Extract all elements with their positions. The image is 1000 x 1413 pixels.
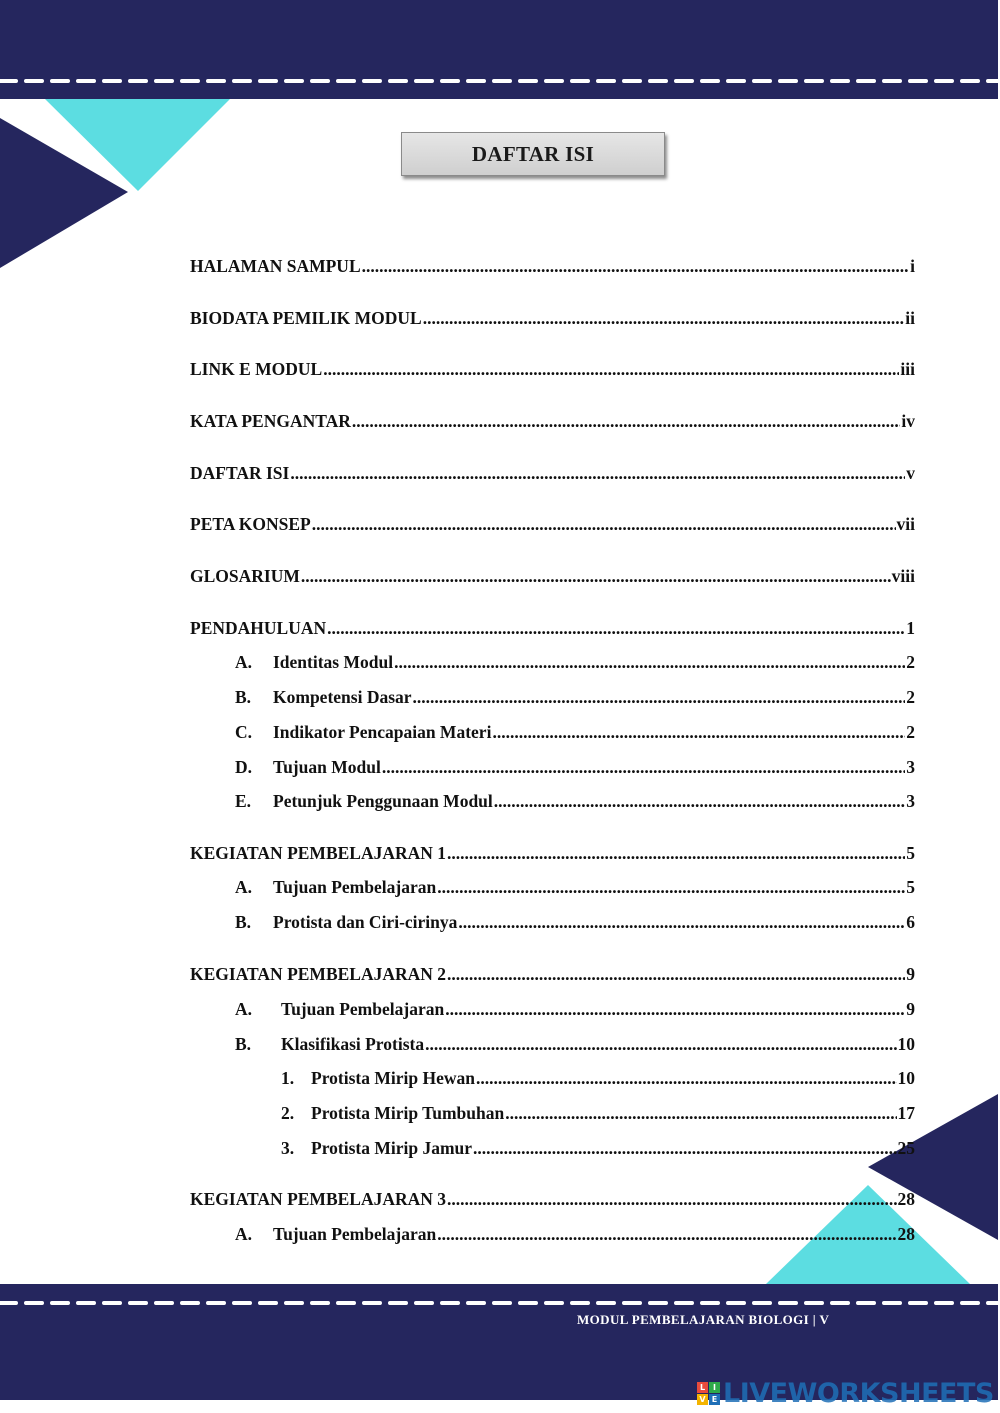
toc-label: Klasifikasi Protista: [281, 1034, 425, 1054]
dot-leader: [476, 1068, 897, 1089]
toc-marker: E.: [235, 791, 252, 811]
toc-marker: 2.: [281, 1103, 295, 1123]
toc-row[interactable]: [190, 618, 915, 639]
toc-label: KEGIATAN PEMBELAJARAN 1: [190, 843, 447, 863]
toc-row[interactable]: [190, 964, 915, 985]
toc-page: 3: [906, 791, 915, 811]
dot-leader: [327, 618, 905, 639]
toc-row[interactable]: [190, 308, 915, 329]
toc-marker: A.: [235, 652, 253, 672]
toc-row[interactable]: [235, 1034, 915, 1055]
toc-row[interactable]: [235, 999, 915, 1020]
toc-row[interactable]: [190, 514, 915, 535]
toc-marker: A.: [235, 1224, 253, 1244]
toc-label: Protista Mirip Hewan: [311, 1068, 475, 1088]
toc-label: KEGIATAN PEMBELAJARAN 2: [190, 964, 447, 984]
toc-page: v: [906, 463, 915, 483]
toc-label: Protista Mirip Jamur: [311, 1138, 473, 1158]
toc-marker: B.: [235, 912, 252, 932]
toc-page: 1: [906, 618, 915, 638]
toc-page: 10: [897, 1034, 915, 1054]
toc-row[interactable]: [235, 1224, 915, 1245]
dot-leader: [437, 1224, 896, 1245]
toc-row[interactable]: [190, 359, 915, 380]
toc-marker: A.: [235, 999, 253, 1019]
dot-leader: [437, 877, 905, 898]
dot-leader: [458, 912, 905, 933]
liveworksheets-text: LIVEWORKSHEETS: [723, 1378, 994, 1409]
toc-page: 2: [906, 722, 915, 742]
toc-row[interactable]: [281, 1068, 915, 1089]
toc-page: 28: [897, 1224, 915, 1244]
toc-page: 2: [906, 652, 915, 672]
dot-leader: [447, 843, 905, 864]
toc-label: Protista dan Ciri-cirinya: [273, 912, 458, 932]
toc-page: ii: [905, 308, 915, 328]
toc-label: KATA PENGANTAR: [190, 411, 351, 431]
toc-row[interactable]: [190, 843, 915, 864]
toc-page: 25: [897, 1138, 915, 1158]
toc-label: Indikator Pencapaian Materi: [273, 722, 492, 742]
dot-leader: [505, 1103, 896, 1124]
logo-cell: V: [697, 1394, 708, 1405]
toc-page: 28: [897, 1189, 915, 1209]
toc-label: HALAMAN SAMPUL: [190, 256, 361, 276]
toc-row[interactable]: [281, 1103, 915, 1124]
toc-row[interactable]: [190, 411, 915, 432]
toc-label: Tujuan Pembelajaran: [273, 877, 437, 897]
toc-page: 9: [906, 964, 915, 984]
dot-leader: [312, 514, 896, 535]
toc-label: Protista Mirip Tumbuhan: [311, 1103, 505, 1123]
dot-leader: [447, 964, 905, 985]
toc-row[interactable]: [235, 687, 915, 708]
toc-label: Identitas Modul: [273, 652, 394, 672]
dot-leader: [423, 308, 905, 329]
dot-leader: [447, 1189, 896, 1210]
toc-page: i: [910, 256, 915, 276]
liveworksheets-grid-icon: [697, 1382, 720, 1405]
toc-page: vii: [896, 514, 915, 534]
dot-leader: [394, 652, 905, 673]
toc-page: viii: [891, 566, 915, 586]
toc-label: LINK E MODUL: [190, 359, 323, 379]
toc-page: 10: [897, 1068, 915, 1088]
toc-label: GLOSARIUM: [190, 566, 300, 586]
dot-leader: [301, 566, 891, 587]
dot-leader: [352, 411, 900, 432]
toc-page: 9: [906, 999, 915, 1019]
toc-label: PENDAHULUAN: [190, 618, 327, 638]
toc-label: DAFTAR ISI: [190, 463, 290, 483]
dot-leader: [492, 722, 905, 743]
logo-cell: E: [709, 1394, 720, 1405]
toc-marker: B.: [235, 687, 252, 707]
toc-row[interactable]: [190, 463, 915, 484]
toc-marker: A.: [235, 877, 253, 897]
toc-row[interactable]: [235, 791, 915, 812]
dot-leader: [445, 999, 905, 1020]
toc-marker: B.: [235, 1034, 252, 1054]
toc-label: KEGIATAN PEMBELAJARAN 3: [190, 1189, 447, 1209]
dot-leader: [473, 1138, 896, 1159]
toc-page: iii: [900, 359, 915, 379]
toc-row[interactable]: [235, 912, 915, 933]
logo-cell: I: [709, 1382, 720, 1393]
dot-leader: [323, 359, 899, 380]
toc-page: 5: [906, 843, 915, 863]
toc-page: iv: [901, 411, 915, 431]
toc-label: BIODATA PEMILIK MODUL: [190, 308, 422, 328]
toc-row[interactable]: [235, 757, 915, 778]
page-title-box: [401, 132, 665, 176]
page-title: DAFTAR ISI: [471, 141, 595, 166]
dot-leader: [382, 757, 905, 778]
toc-page: 5: [906, 877, 915, 897]
toc-page: 17: [897, 1103, 915, 1123]
toc-page: 3: [906, 757, 915, 777]
toc-label: Petunjuk Penggunaan Modul: [273, 791, 493, 811]
toc-label: Tujuan Modul: [273, 757, 381, 777]
toc-label: PETA KONSEP: [190, 514, 311, 534]
footer-text: MODUL PEMBELAJARAN BIOLOGI | V: [577, 1312, 830, 1327]
toc-row[interactable]: [190, 256, 915, 277]
toc-page: 2: [906, 687, 915, 707]
toc-row[interactable]: [190, 1189, 915, 1210]
toc-marker: 1.: [281, 1068, 295, 1088]
dot-leader: [494, 791, 905, 812]
toc-row[interactable]: [190, 566, 915, 587]
toc-row[interactable]: [235, 652, 915, 673]
toc-label: Tujuan Pembelajaran: [281, 999, 445, 1019]
dot-leader: [413, 687, 906, 708]
logo-cell: L: [697, 1382, 708, 1393]
toc-row[interactable]: [235, 877, 915, 898]
toc-label: Kompetensi Dasar: [273, 687, 412, 707]
liveworksheets-logo: [697, 1378, 994, 1409]
toc-page: 6: [906, 912, 915, 932]
toc-marker: C.: [235, 722, 253, 742]
toc-marker: D.: [235, 757, 253, 777]
dot-leader: [425, 1034, 896, 1055]
toc-label: Tujuan Pembelajaran: [273, 1224, 437, 1244]
dot-leader: [290, 463, 905, 484]
toc-marker: 3.: [281, 1138, 295, 1158]
dot-leader: [362, 256, 910, 277]
toc-row[interactable]: [235, 722, 915, 743]
toc-row[interactable]: [281, 1138, 915, 1159]
